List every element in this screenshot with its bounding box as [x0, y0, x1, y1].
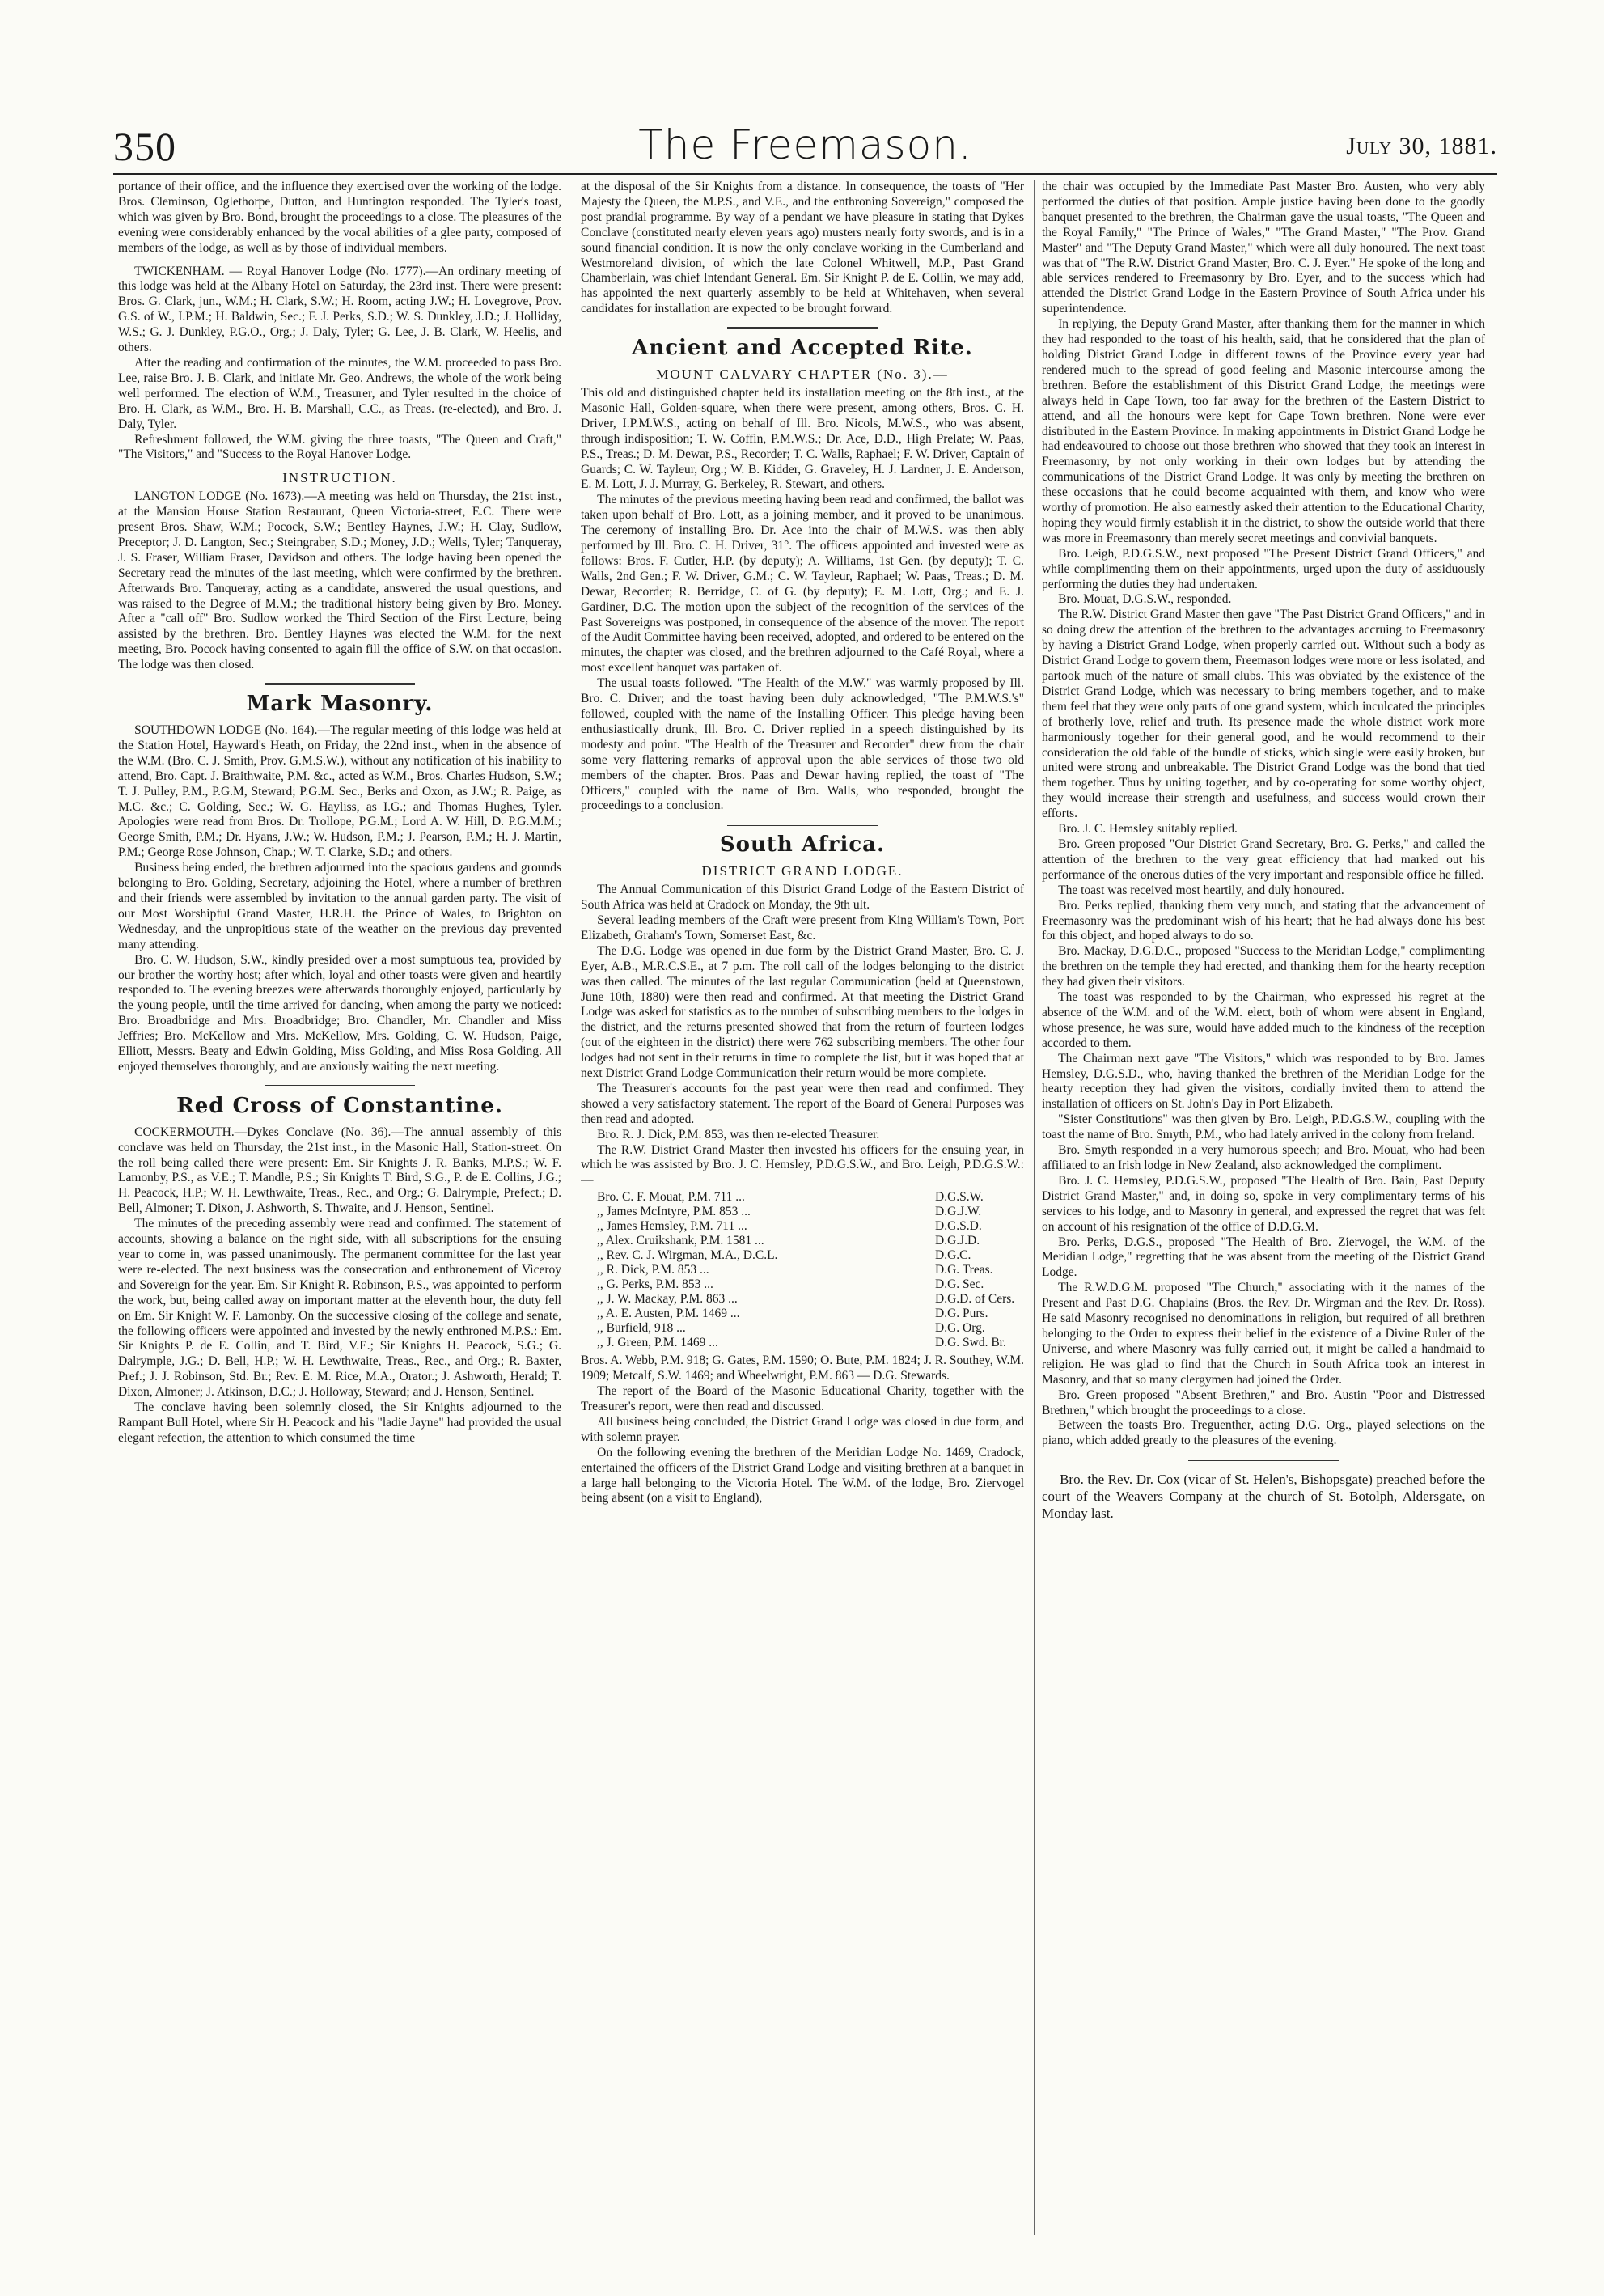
- article-paragraph: The report of the Board of the Masonic Educational Charity, together with the Treasurer's report, were then read and discussed.: [581, 1384, 1024, 1413]
- article-title: MOUNT CALVARY CHAPTER (No. 3).—: [656, 366, 949, 383]
- article-paragraph: "Sister Constitutions" was then given by Bro. Leigh, P.D.G.S.W., coupling with the toast the name of Bro. Smyth, P.M., who had lately arrived in the colony from Ireland.: [1042, 1112, 1485, 1142]
- officer-row: [589, 1234, 1024, 1248]
- section-separator: [727, 824, 878, 826]
- article-paragraph: Bro. Mackay, D.G.D.C., proposed "Success to the Meridian Lodge," complimenting the brethren on the temple they had erected, and thanking them for the hearty reception they had given their visitors.: [1042, 944, 1485, 989]
- article-paragraph: Bro. Green proposed "Absent Brethren," and Bro. Austin "Poor and Distressed Brethren," which brought the proceedings to a close.: [1042, 1387, 1485, 1417]
- article-paragraph: All business being concluded, the District Grand Lodge was closed in due form, and with solemn prayer.: [581, 1414, 1024, 1444]
- officer-office: D.G. Org.: [935, 1321, 985, 1336]
- page-number: 350: [113, 124, 176, 169]
- officer-row: [589, 1277, 1024, 1292]
- article-paragraph: TWICKENHAM. — Royal Hanover Lodge (No. 1777).—An ordinary meeting of this lodge was held at the Albany Hotel on Saturday, the 23rd inst. There were present: Bros. G. Clark, jun., W.M.; H. Clark, S.W.; H. Room, acting J.W.; H. Lovegrove, Prov. G.S. of W., I.P.M.; H. Baldwin, Sec.; F. J. Perks, S.D.; W. S. Dunkley, J.D.; J. Holliday, W.S.; G. J. Dunkley, P.G.O., Org.; J. Daly, Tyler; G. Lee, J. B. Clark, W. Heelis, and others.: [118, 264, 561, 355]
- article-paragraph: The conclave having been solemnly closed, the Sir Knights adjourned to the Rampant Bull Hotel, where Sir H. Peacock and his "ladie Jayne" had provided the usual elegant refection, the attention to which consumed the time: [118, 1400, 561, 1445]
- section-separator: [1188, 1459, 1339, 1461]
- article-paragraph: The minutes of the previous meeting having been read and confirmed, the ballot was taken upon behalf of Bro. Lott, as a joining member, and it proved to be unanimous. The ceremony of installing Bro. Dr. Ace into the chair of M.W.S. was then ably performed by Ill. Bro. C. H. Driver, 31°. The officers appointed and invested were as follows: Bros. F. Cutler, H.P. (by deputy); A. Williams, 1st Gen. (by deputy); T. C. Walls, 2nd Gen.; F. W. Driver, G.M.; C. W. Tayleur, Raphael; W. Paas, Treas.; D. M. Dewar, Recorder; R. Berridge, C. of G. (by deputy); E. M. Lott, Org.; and E. J. Gardiner, D.C. The motion upon the subject of the recognition of the services of the Past Sovereigns was postponed, in consequence of the absence of the mover. The report of the Audit Committee having been received, adopted, and ordered to be entered on the minutes, the chapter was closed, and the brethren adjourned to the Café Royal, where a most excellent banquet was partaken of.: [581, 493, 1024, 676]
- officer-row: [589, 1248, 1024, 1263]
- newspaper-title: The Freemason.: [638, 121, 972, 168]
- article-paragraph: Several leading members of the Craft were present from King William's Town, Port Elizabeth, Graham's Town, Somerset East, &c.: [581, 913, 1024, 943]
- article-paragraph: The toast was responded to by the Chairman, who expressed his regret at the absence of the W.M. and of the W.M. elect, both of whom were absent in England, whose presence, he was sure, would have added much to the kindness of the reception accorded to them.: [1042, 990, 1485, 1050]
- section-separator: [265, 683, 415, 685]
- article-paragraph: This old and distinguished chapter held its installation meeting on the 8th inst., at the Masonic Hall, Golden-square, when there were present, among others, Bros. C. H. Driver, I.P.M.W.S., acting on behalf of Ill. Bro. Nicols, M.W.S., who was absent, through indisposition; T. W. Coffin, P.M.W.S.; Dr. Ace, D.D., High Prelate; W. Paas, P.S., Treas.; D. M. Dewar, P.S., Recorder; T. C. Walls, Raphael; F. W. Driver, Captain of Guards; C. W. Tayleur, Org.; W. B. Kidder, G. Graveley, H. J. Lardner, J. E. Anderson, E. M. Lott, J. J. Murray, G. Berkeley, R. Stewart, and others.: [581, 385, 1024, 492]
- officer-name: Bro. C. F. Mouat, P.M. 711 ...: [597, 1190, 745, 1205]
- article-paragraph: The Annual Communication of this District Grand Lodge of the Eastern District of South Africa was held at Cradock on Monday, the 9th ult.: [581, 883, 1024, 913]
- article-paragraph: at the disposal of the Sir Knights from a distance. In consequence, the toasts of "Her Majesty the Queen, the M.P.S., and V.E., and the enthroning Sovereign," composed the post prandial programme. By way of a pendant we have pleasure in stating that Dykes Conclave (constituted nearly eleven years ago) musters nearly forty swords, and is in a sound financial condition. It is now the only conclave working in the Cumberland and Westmoreland division, of which the late Colonel Whitwell, M.P., Past Grand Chamberlain, was chief Intendant General. Em. Sir Knight P. de E. Collin, we may add, has appointed the next quarterly assembly to be held at Whitehaven, when several candidates for installation are expected to be brought forward.: [581, 180, 1024, 316]
- officer-name: ,, Burfield, 918 ...: [597, 1321, 686, 1336]
- section-heading: South Africa.: [719, 832, 886, 858]
- officer-office: D.G. Swd. Br.: [935, 1336, 1006, 1350]
- article-paragraph: The usual toasts followed. "The Health of the M.W." was warmly proposed by Ill. Bro. C. Driver; and the toast having been duly acknowledged, "The P.M.W.S.'s" followed, coupled with the name of the Installing Officer. This pledge having been enthusiastically drunk, Ill. Bro. C. Driver replied in a speech distinguished by its modesty and point. "The Health of the Treasurer and Recorder" drew from the chair some very flattering remarks of approval upon the able services of those two old members of the chapter. Bros. Paas and Dewar having replied, the toast of "The Officers," coupled with the name of Bro. Walls, who responded, brought the proceedings to a conclusion.: [581, 676, 1024, 813]
- officer-office: D.G.S.W.: [935, 1190, 984, 1205]
- column-1: [118, 180, 561, 2271]
- column-divider: [1034, 180, 1035, 2235]
- article-paragraph: Bro. Perks, D.G.S., proposed "The Health of Bro. Ziervogel, the W.M. of the Meridian Lodge," regretting that he was absent from the meeting of the District Grand Lodge.: [1042, 1235, 1485, 1280]
- section-subheading: INSTRUCTION.: [282, 470, 397, 486]
- officer-office: D.G.J.D.: [935, 1234, 980, 1248]
- article-paragraph: The Treasurer's accounts for the past year were then read and confirmed. They showed a very satisfactory statement. The report of the Board of General Purposes was then read and adopted.: [581, 1081, 1024, 1126]
- officer-name: ,, Alex. Cruikshank, P.M. 1581 ...: [597, 1234, 764, 1248]
- article-paragraph: Business being ended, the brethren adjourned into the spacious gardens and grounds belonging to Bro. Golding, Secretary, adjoining the Hotel, where a number of brethren and their friends were assembled by invitation to the annual garden party. The visit of our Most Worshipful Grand Master, H.R.H. the Prince of Wales, to Brighton on Wednesday, and the unpropitious state of the weather on the previous day prevented many attending.: [118, 861, 561, 951]
- officer-row: [589, 1292, 1024, 1307]
- officer-name: ,, James Hemsley, P.M. 711 ...: [597, 1219, 747, 1234]
- officer-name: ,, A. E. Austen, P.M. 1469 ...: [597, 1307, 740, 1321]
- section-subheading: DISTRICT GRAND LODGE.: [701, 863, 904, 879]
- article-paragraph: Between the toasts Bro. Treguenther, acting D.G. Org., played selections on the piano, which added greatly to the pleasures of the evening.: [1042, 1418, 1485, 1448]
- article-paragraph: Refreshment followed, the W.M. giving the three toasts, "The Queen and Craft," "The Visitors," and "Success to the Royal Hanover Lodge.: [118, 432, 561, 462]
- article-paragraph: After the reading and confirmation of the minutes, the W.M. proceeded to pass Bro. Lee, raise Bro. J. B. Clark, and initiate Mr. Geo. Andrews, the whole of the work being well performed. The election of W.M., Treasurer, and Tyler resulted in the choice of Bro. H. Clark, as W.M., Bro. H. B. Marshall, C.C., as Treas. (re-elected), and Bro. J. Daly, Tyler.: [118, 355, 561, 431]
- officer-row: [589, 1321, 1024, 1336]
- masthead: [113, 121, 1497, 172]
- officer-row: [589, 1219, 1024, 1234]
- news-item: Bro. the Rev. Dr. Cox (vicar of St. Helen's, Bishopsgate) preached before the court of the Weavers Company at the church of St. Botolph, Aldersgate, on Monday last.: [1042, 1472, 1485, 1522]
- article-paragraph: Bro. J. C. Hemsley suitably replied.: [1058, 822, 1238, 837]
- officers-list: [589, 1190, 1024, 1350]
- section-separator: [727, 327, 878, 329]
- article-paragraph: SOUTHDOWN LODGE (No. 164).—The regular meeting of this lodge was held at the Station Hotel, Hayward's Heath, on Friday, the 22nd inst., when in the absence of the W.M. (Bro. C. J. Smith, Prov. G.M.S.W.), without any notification of his inability to attend, Bro. Capt. J. Braithwaite, P.M. &c., acted as W.M., Bros. Charles Hudson, S.W.; T. J. Pulley, P.M., P.G.M, Steward; P.G.M. Sec., Berks and Oxon, as J.W.; R. Paige, as M.C. &c.; C. Golding, Sec.; W. G. Hayliss, as I.G.; and Thomas Hughes, Tyler. Apologies were read from Bros. Dr. Trollope, P.G.M.; Lord A. W. Hill, D. P.G.M.M.; George Smith, P.M.; Dr. Hyans, J.W.; W. Hudson, P.M.; J. Pearson, P.M.; H. J. Martin, P.M.; George Rose Johnson, Chap.; W. T. Clarke, S.D.; and others.: [118, 723, 561, 860]
- section-separator: [265, 1085, 415, 1087]
- officer-name: ,, R. Dick, P.M. 853 ...: [597, 1263, 709, 1277]
- officer-office: D.G.J.W.: [935, 1205, 982, 1219]
- article-paragraph: COCKERMOUTH.—Dykes Conclave (No. 36).—The annual assembly of this conclave was held on Thursday, the 21st inst., in the Masonic Hall, Station-street. On the roll being called there were present: Em. Sir Knights J. R. Banks, M.P.S.; W. F. Lamonby, P.S., as V.E.; T. Mandle, P.S.; Sir Knights T. Bird, S.G., P. de E. Collins, J.G.; H. Peacock, H.P.; W. H. Lewthwaite, Treas., Rec., and Org.; G. Dalrymple, Prefect.; D. Bell, Almoner; T. Dixon, J. Ashworth, S. Thwaite, and J. Henson, Sentinel.: [118, 1125, 561, 1216]
- officer-office: D.G.D. of Cers.: [935, 1292, 1015, 1307]
- section-heading: Red Cross of Constantine.: [176, 1093, 503, 1118]
- article-paragraph: The toast was received most heartily, and duly honoured.: [1058, 883, 1344, 897]
- officer-name: ,, Rev. C. J. Wirgman, M.A., D.C.L.: [597, 1248, 778, 1263]
- officer-name: ,, J. W. Mackay, P.M. 863 ...: [597, 1292, 738, 1307]
- section-heading: Ancient and Accepted Rite.: [632, 336, 973, 361]
- officer-row: [589, 1190, 1024, 1205]
- article-paragraph: The R.W. District Grand Master then invested his officers for the ensuing year, in which he was assisted by Bro. J. C. Hemsley, P.D.G.S.W., and Bro. Leigh, P.D.G.S.W.:—: [581, 1142, 1024, 1188]
- article-paragraph: portance of their office, and the influence they exercised over the working of the lodge. Bros. Cleminson, Oglethorpe, Dutton, and Huntington responded. The Tyler's toast, which was given by Bro. Bond, brought the proceedings to a close. The pleasures of the evening were considerably enhanced by the vocal abilities of a glee party, composed of members of the lodge, as well as by those of individual members.: [118, 180, 561, 255]
- article-paragraph: The Chairman next gave "The Visitors," which was responded to by Bro. James Hemsley, D.G.S.D., who, having thanked the brethren of the Meridian Lodge for the hearty reception they had given the visitors, cordially invited them to attend the installation of officers on St. John's Day in Port Elizabeth.: [1042, 1051, 1485, 1112]
- masthead-rule: [113, 173, 1497, 175]
- column-3: [1042, 180, 1485, 2271]
- stewards-list: Bros. A. Webb, P.M. 918; G. Gates, P.M. 1590; O. Bute, P.M. 1824; J. R. Southey, W.M. 1909; Metcalf, S.W. 1469; and Wheelwright, P.M. 863 — D.G. Stewards.: [581, 1353, 1024, 1383]
- article-paragraph: The R.W.D.G.M. proposed "The Church," associating with it the names of the Present and Past D.G. Chaplains (Bros. the Rev. Dr. Wirgman and the Rev. Dr. Ross). He said Masonry recognised no denominations in religion, but required of all brethren belonging to the Order to express their belief in the existence of a Divine Ruler of the Universe, and where Masonry was fully carried out, it might be called a handmaid to religion. He was glad to find that the Church in South Africa took an interest in Masonry, and that so many clergymen had joined the Order.: [1042, 1281, 1485, 1387]
- officer-office: D.G. Sec.: [935, 1277, 984, 1292]
- officer-row: [589, 1336, 1024, 1350]
- article-paragraph: The minutes of the preceding assembly were read and confirmed. The statement of accounts, showing a balance on the right side, with all subscriptions for the ensuing year to come in, was passed unanimously. The permanent committee for the last year were re-elected. The next business was the consecration and enthronement of Viceroy and Sovereign for the year. Em. Sir Knight R. Robinson, P.S., was appointed to perform the work, but, being called away on important matter at the eleventh hour, the duty fell on Em. Sir Knight W. F. Lamonby. On the successive closing of the college and senate, the following officers were appointed and invested by the newly enthroned M.P.S.: Em. Sir Knights P. de E. Collin, and T. Bird, V.E.; Sir Knights H. Peacock, S.G.; G. Dalrymple, J.G.; D. Bell, H.P.; W. H. Lewthwaite, Treas., Rec., and Org.; R. Baxter, Pref.; J. J. Robinson, Std. Br.; Rev. E. M. Rice, M.A., Orator.; J. Ashworth, Herald; T. Dixon, Almoner; J. Atkinson, D.C.; J. Holloway, Steward; and J. Henson, Sentinel.: [118, 1217, 561, 1400]
- article-paragraph: Bro. Perks replied, thanking them very much, and stating that the advancement of Freemasonry was the predominant wish of his heart; that he had always done his best for this object, and hoped always to do so.: [1042, 898, 1485, 943]
- article-paragraph: Bro. C. W. Hudson, S.W., kindly presided over a most sumptuous tea, provided by our brother the worthy host; after which, loyal and other toasts were given and heartily responded to. The evening breezes were afterwards thoroughly enjoyed, particularly by the young people, until the time arrived for dancing, when among the party we noticed: Bro. Broadbridge and Mrs. Broadbridge; Bro. Chandler, Mr. Chandler and Miss Jeffries; Bro. McKellow and Mrs. McKellow, Mrs. Golding, C. W. Hudson, Paige, Elliott, Messrs. Beaty and Edwin Golding, Miss Golding, and Miss Rosa Golding. All enjoyed themselves thoroughly, and are anxiously waiting the next meeting.: [118, 952, 561, 1074]
- article-paragraph: The R.W. District Grand Master then gave "The Past District Grand Officers," and in so doing drew the attention of the brethren to the advantages accruing to Freemasonry by having a District Grand Lodge, when properly carried out. Without such a body as District Grand Lodge to govern them, Freemason lodges were more or less isolated, and partook much of the nature of small clubs. This was obviated by the existence of the District Grand Lodge, which was necessary to bring members together, and to make them feel that they were only parts of one grand system, which inculcated the principles of brotherly love, relief and truth. Its presence made the whole district work more harmoniously together for their general good, and he would recommend to their consideration the old fable of the bundle of sticks, which single were easily broken, but united were strong and unbreakable. The District Grand Lodge was the bond that tied them together. Thus by uniting together, and by co-operating for some worthy object, they would increase their strength and usefulness, and success would crown their efforts.: [1042, 608, 1485, 821]
- officer-office: D.G.C.: [935, 1248, 971, 1263]
- article-paragraph: Bro. Mouat, D.G.S.W., responded.: [1058, 592, 1232, 607]
- officer-name: ,, J. Green, P.M. 1469 ...: [597, 1336, 718, 1350]
- officer-office: D.G. Treas.: [935, 1263, 993, 1277]
- column-2: [581, 180, 1024, 2271]
- issue-date: July 30, 1881.: [1346, 133, 1497, 159]
- officer-office: D.G. Purs.: [935, 1307, 988, 1321]
- officer-row: [589, 1307, 1024, 1321]
- article-paragraph: LANGTON LODGE (No. 1673).—A meeting was held on Thursday, the 21st inst., at the Mansion House Station Restaurant, Queen Victoria-street, E.C. There were present Bros. Shaw, W.M.; Pocock, S.W.; Bentley Haynes, J.W.; H. Clay, Sudlow, Preceptor; J. D. Langton, Sec.; Steingraber, S.D.; Money, J.D.; Wells, Tyler; Tanqueray, J. S. Fraser, William Fraser, Davidson and others. The lodge having been opened the Secretary read the minutes of the last meeting, which were confirmed by the brethren. Afterwards Bro. Tanqueray, acting as a candidate, answered the usual questions, and was raised to the Degree of M.M.; the traditional history being given by Bro. Money. After a "call off" Bro. Sudlow worked the Third Section of the First Lecture, being assisted by the brethren. Bro. Bentley Haynes was elected the W.M. for the next meeting, Bro. Pocock having consented to again fill the office of S.W. on that occasion. The lodge was then closed.: [118, 489, 561, 672]
- article-paragraph: Bro. R. J. Dick, P.M. 853, was then re-elected Treasurer.: [597, 1127, 880, 1142]
- article-paragraph: Bro. Smyth responded in a very humorous speech; and Bro. Mouat, who had been affiliated to an Irish lodge in New Zealand, also acknowledged the compliment.: [1042, 1143, 1485, 1172]
- officer-name: ,, G. Perks, P.M. 853 ...: [597, 1277, 713, 1292]
- officer-office: D.G.S.D.: [935, 1219, 982, 1234]
- article-paragraph: In replying, the Deputy Grand Master, after thanking them for the manner in which they had responded to the toast of his health, said, that he considered that the plan of holding District Grand Lodge in different towns of the Province every year had rendered much to the spread of good feeling and Masonic intercourse among the brethren. Before the establishment of this District Grand Lodge, the meetings were always held in Cape Town, too far away for the brethren of the Eastern District to attend, and all the honours were kept for Cape Town brethren. None were ever distributed in the Eastern Province. In making appointments in District Grand Lodge he had endeavoured to choose out those brethren who showed that they took an interest in Freemasonry, by not only working in their own lodges but by attending the communications of the District Grand Lodge. It was only by meeting the brethren on these occasions that he could become acquainted with them, and know who were worthy of promotion. He also earnestly asked their attention to the Educational Charity, hoping they would firmly establish it in the district, to show the outside world that there was more in Freemasonry than merely secret meetings and convivial banquets.: [1042, 317, 1485, 545]
- article-paragraph: Bro. Green proposed "Our District Grand Secretary, Bro. G. Perks," and called the attention of the brethren to the very great efficiency that had marked out his performance of the onerous duties of the very important and responsible office he filled.: [1042, 837, 1485, 882]
- officer-name: ,, James McIntyre, P.M. 853 ...: [597, 1205, 751, 1219]
- article-paragraph: Bro. Leigh, P.D.G.S.W., next proposed "The Present District Grand Officers," and while complimenting them on their appointments, urged upon the duty of assiduously performing the duties they had undertaken.: [1042, 546, 1485, 591]
- officer-row: [589, 1205, 1024, 1219]
- officer-row: [589, 1263, 1024, 1277]
- article-paragraph: On the following evening the brethren of the Meridian Lodge No. 1469, Cradock, entertained the officers of the District Grand Lodge and visiting brethren at a banquet in a large hall belonging to the Victoria Hotel. The W.M. of the lodge, Bro. Ziervogel being absent (on a visit to England),: [581, 1445, 1024, 1506]
- article-paragraph: the chair was occupied by the Immediate Past Master Bro. Austen, who very ably performed the duties of that position. Ample justice having been done to the goodly banquet presented to the brethren, the Chairman gave the usual toasts, "The Queen and the Royal Family," "The Prince of Wales," "The Grand Master," "The Prov. Grand Master" and "The Deputy Grand Master," which were all duly honoured. The next toast was that of "The R.W. District Grand Master, Bro. C. J. Eyer." He spoke of the long and able services rendered to Freemasonry by Bro. Eyer, and to the success which had attended the District Grand Lodge in the Eastern Province of South Africa under his superintendence.: [1042, 180, 1485, 316]
- article-paragraph: Bro. J. C. Hemsley, P.D.G.S.W., proposed "The Health of Bro. Bain, Past Deputy District Grand Master," and, in doing so, spoke in very complimentary terms of his services to his lodge, and to Masonry in general, and expressed the regret that was felt on account of his resignation of the office of D.D.G.M.: [1042, 1173, 1485, 1234]
- section-heading: Mark Masonry.: [246, 692, 434, 717]
- article-paragraph: The D.G. Lodge was opened in due form by the District Grand Master, Bro. C. J. Eyer, A.B., M.R.C.S.E., at 7 p.m. The roll call of the lodges belonging to the district was then called. The minutes of the last regular Communication (held at Queenstown, June 10th, 1880) were then read and confirmed. At that meeting the District Grand Lodge was asked for statistics as to the number of subscribing members to the lodges in the district, and the returns presented showed that from the return of fourteen lodges (out of the eighteen in the district) there were 762 subscribing members. The other four lodges had not sent in their returns in time to complete the list, but it was hoped that at next District Grand Lodge Communication their return would be more complete.: [581, 943, 1024, 1081]
